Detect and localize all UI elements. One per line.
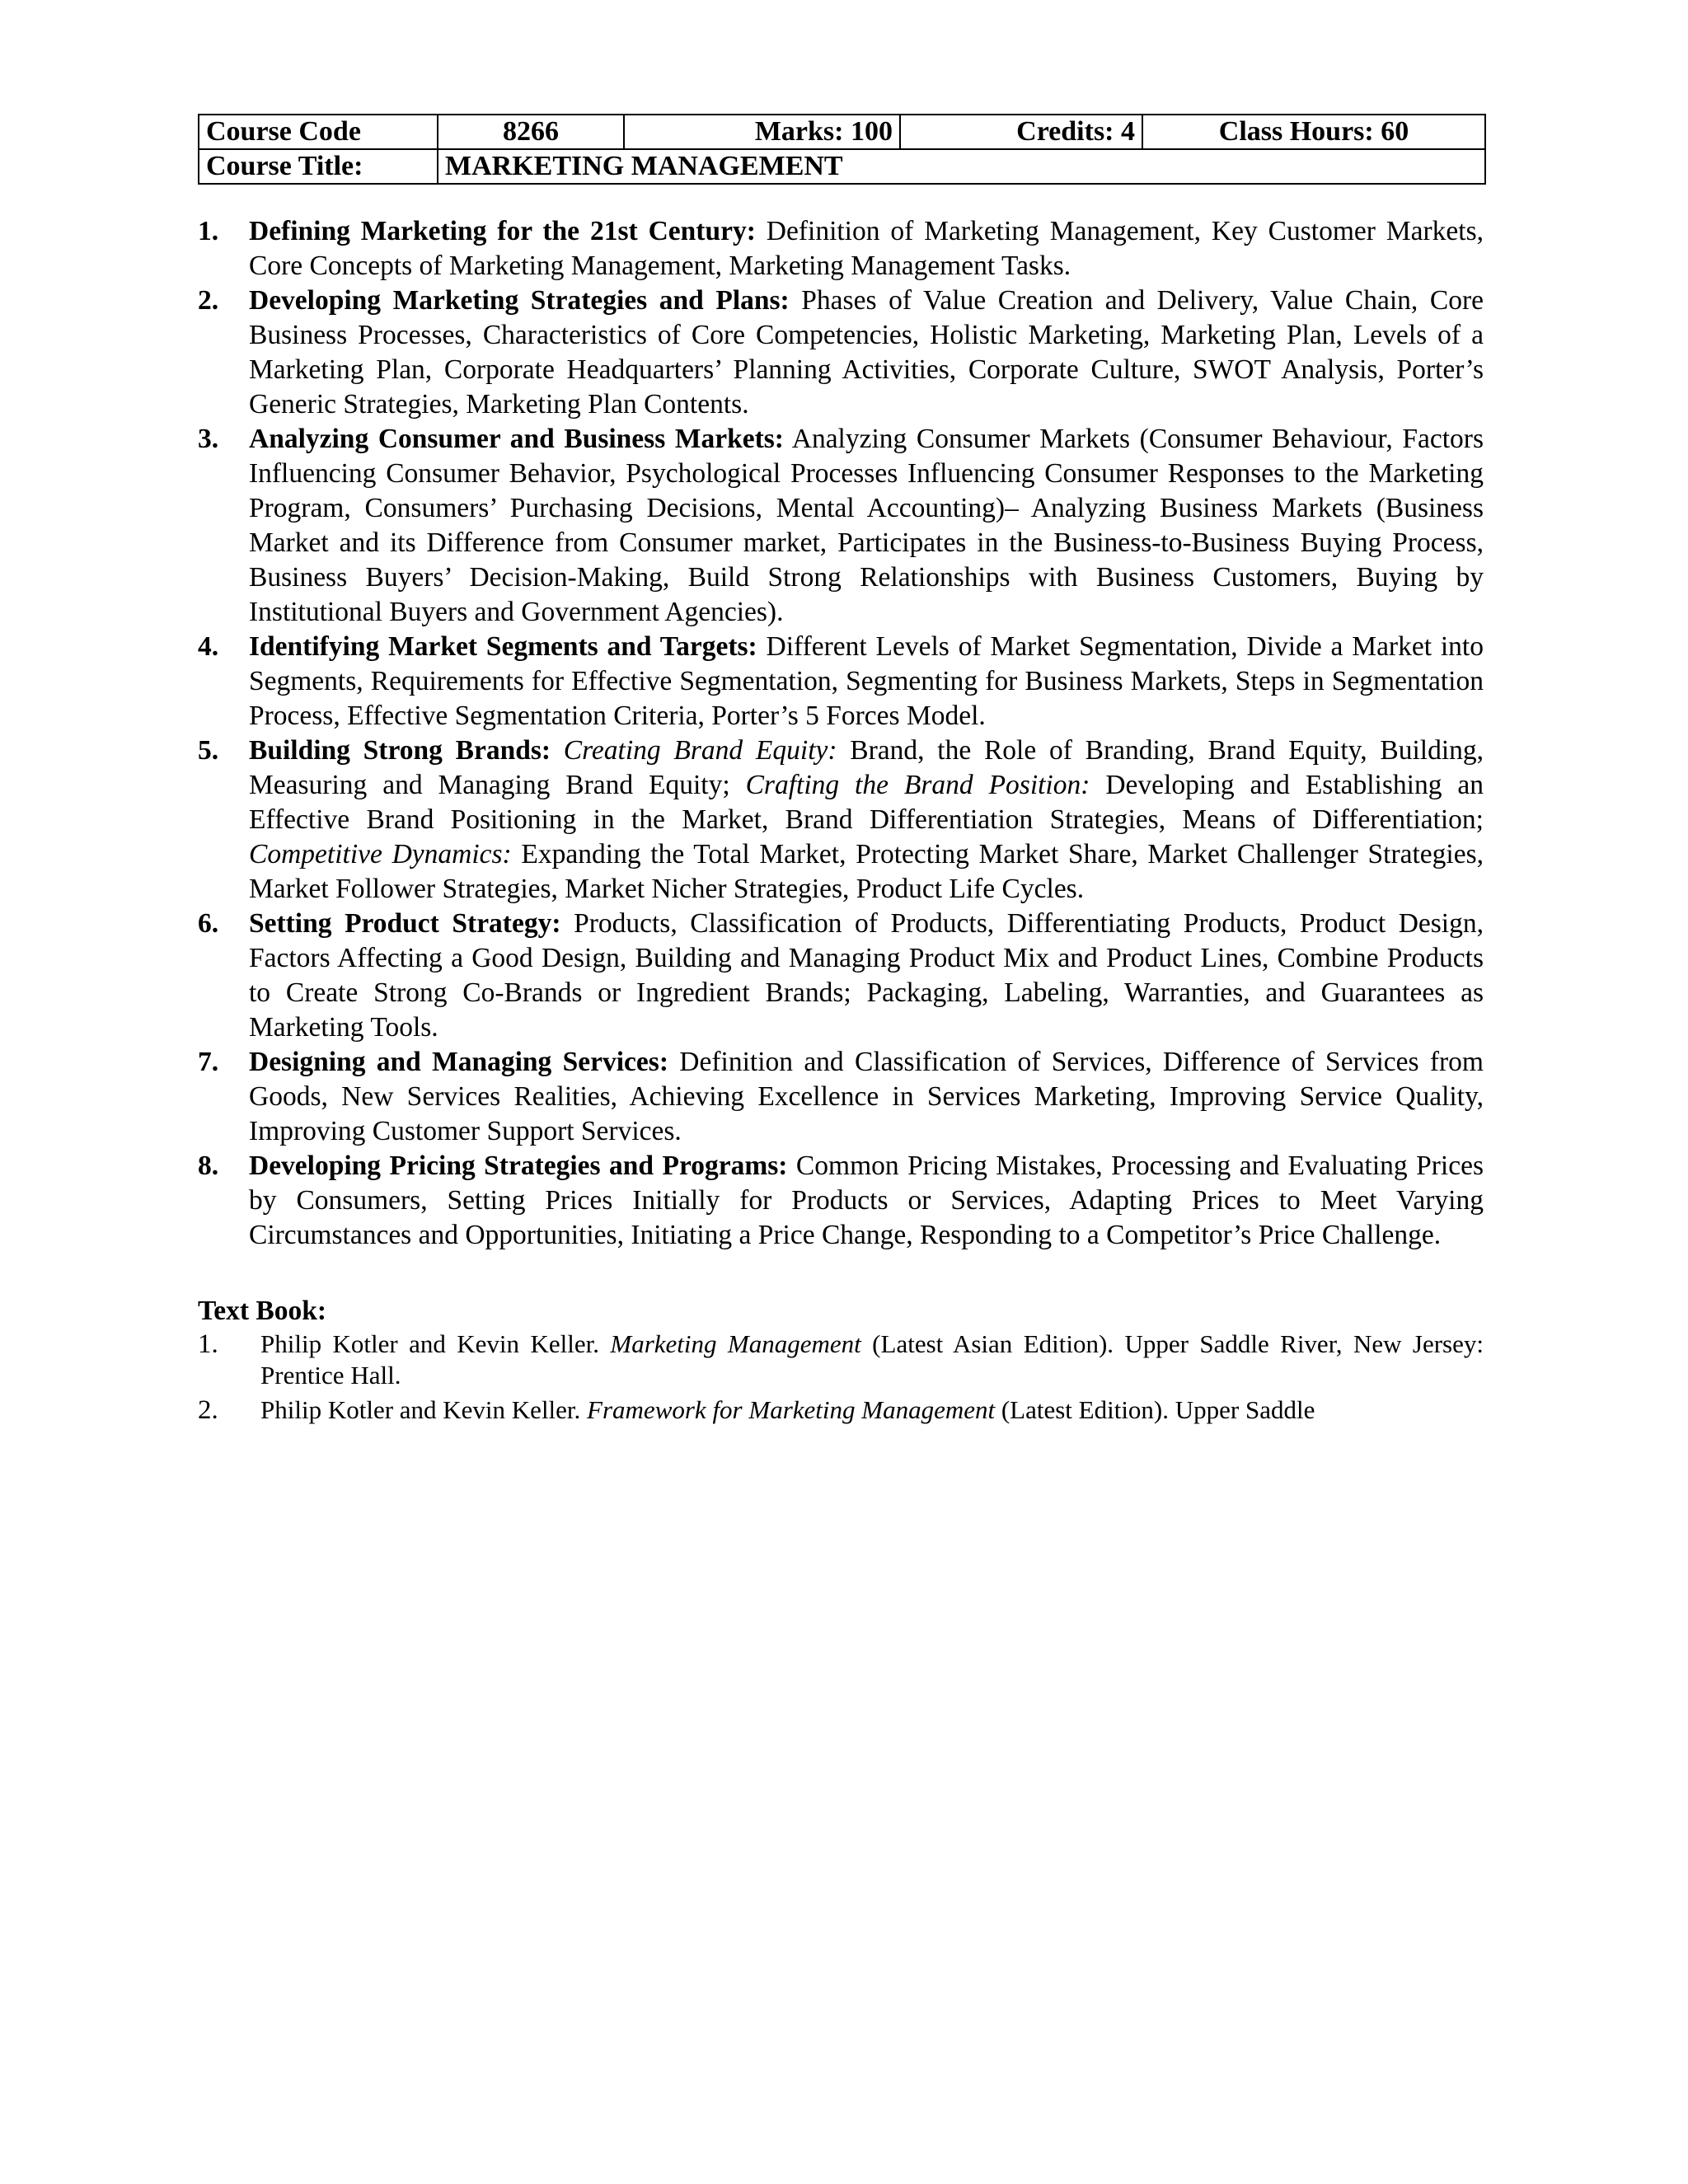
subtopic-heading: Creating Brand Equity: <box>563 735 837 766</box>
topic-heading: Defining Marketing for the 21st Century: <box>249 216 756 246</box>
topic-item <box>198 1045 1484 1149</box>
topic-text: Developing and Establishing an Effective Brand Positioning in the Market, Brand Differentiation Strategies, Means of Differentiation; <box>249 770 1484 835</box>
topic-text: Definition and Classification of Services, Difference of Services from Goods, New Services Realities, Achieving Excellence in Services Marketing, Improving Service Quality, Improving Customer Support Services. <box>249 1047 1484 1146</box>
topic-heading: Identifying Market Segments and Targets: <box>249 631 757 662</box>
subtopic-heading: Competitive Dynamics: <box>249 839 512 869</box>
subtopic-heading: Crafting the Brand Position: <box>745 770 1090 800</box>
topic-number: 4. <box>198 631 219 662</box>
topic-item <box>198 733 1484 907</box>
syllabus-page <box>198 114 1484 1429</box>
topic-text: Common Pricing Mistakes, Processing and Evaluating Prices by Consumers, Setting Prices Initially for Products or Services, Adapting Prices to Meet Varying Circumstances and Opportunities, Initiating a Price Change, Responding to a Competitor’s Price Challenge. <box>249 1151 1484 1250</box>
topic-heading: Developing Marketing Strategies and Plans: <box>249 285 790 316</box>
topic-number: 1. <box>198 216 219 246</box>
course-info-row <box>199 115 1485 149</box>
topic-item <box>198 907 1484 1045</box>
textbook-details: (Latest Asian Edition). Upper Saddle River, New Jersey: Prentice Hall. <box>260 1329 1484 1390</box>
topic-text: Different Levels of Market Segmentation, Divide a Market into Segments, Requirements for Effective Segmentation, Segmenting for Business Markets, Steps in Segmentation Process, Effective Segmentation Criteria, Porter’s 5 Forces Model. <box>249 631 1484 731</box>
topic-text: Brand, the Role of Branding, Brand Equity, Building, Measuring and Managing Brand Equity; <box>249 735 1484 800</box>
topic-heading: Building Strong Brands: <box>249 735 551 766</box>
topic-heading: Developing Pricing Strategies and Programs: <box>249 1151 788 1181</box>
topic-text: Products, Classification of Products, Differentiating Products, Product Design, Factors Affecting a Good Design, Building and Managing Product Mix and Product Lines, Combine Products to Create Strong Co-Brands or Ingredient Brands; Packaging, Labeling, Warranties, and Guarantees as Marketing Tools. <box>249 908 1484 1043</box>
textbook-authors: Philip Kotler and Kevin Keller. <box>260 1395 588 1424</box>
topic-number: 3. <box>198 424 219 454</box>
textbook-title: Framework for Marketing Management <box>587 1395 996 1424</box>
course-title-row <box>199 149 1485 184</box>
topic-item <box>198 284 1484 422</box>
textbook-item <box>198 1394 1484 1426</box>
marks-cell: Marks: 100 <box>624 115 900 149</box>
topic-item <box>198 1149 1484 1253</box>
course-code-value: 8266 <box>438 115 624 149</box>
class-hours-cell: Class Hours: 60 <box>1142 115 1485 149</box>
topic-item <box>198 630 1484 733</box>
topic-number: 5. <box>198 735 219 766</box>
textbook-title: Marketing Management <box>610 1329 861 1358</box>
topic-text: Analyzing Consumer Markets (Consumer Behaviour, Factors Influencing Consumer Behavior, Psychological Processes Influencing Consumer Responses to the Marketing Program, Consumers’ Purchasing Decisions, Mental Accounting)– Analyzing Business Markets (Business Market and its Difference from Consumer market, Participates in the Business-to-Business Buying Process, Business Buyers’ Decision-Making, Build Strong Relationships with Business Customers, Buying by Institutional Buyers and Government Agencies). <box>249 424 1484 627</box>
course-title-label: Course Title: <box>199 149 438 184</box>
topic-number: 6. <box>198 908 219 939</box>
topic-number: 8. <box>198 1151 219 1181</box>
topic-number: 7. <box>198 1047 219 1077</box>
course-info-table <box>198 114 1486 185</box>
textbook-heading: Text Book: <box>198 1296 327 1326</box>
topic-number: 2. <box>198 285 219 316</box>
textbook-item <box>198 1329 1484 1391</box>
textbook-details: (Latest Edition). Upper Saddle <box>995 1395 1315 1424</box>
textbook-list <box>198 1329 1484 1426</box>
topic-text: Phases of Value Creation and Delivery, Value Chain, Core Business Processes, Characteristics of Core Competencies, Holistic Marketing, Marketing Plan, Levels of a Marketing Plan, Corporate Headquarters’ Planning Activities, Corporate Culture, SWOT Analysis, Porter’s Generic Strategies, Marketing Plan Contents. <box>249 285 1484 419</box>
topic-item <box>198 422 1484 630</box>
textbook-number: 2. <box>198 1395 218 1425</box>
course-title-value: MARKETING MANAGEMENT <box>438 149 1485 184</box>
credits-cell: Credits: 4 <box>900 115 1142 149</box>
topic-heading: Designing and Managing Services: <box>249 1047 668 1077</box>
topic-heading: Setting Product Strategy: <box>249 908 561 939</box>
topic-item <box>198 214 1484 284</box>
textbook-authors: Philip Kotler and Kevin Keller. <box>260 1329 611 1358</box>
course-code-label: Course Code <box>199 115 438 149</box>
topics-list <box>198 214 1484 1253</box>
topic-text: Expanding the Total Market, Protecting Market Share, Market Challenger Strategies, Market Follower Strategies, Market Nicher Strategies, Product Life Cycles. <box>249 839 1484 904</box>
topic-text: Definition of Marketing Management, Key Customer Markets, Core Concepts of Marketing Management, Marketing Management Tasks. <box>249 216 1484 281</box>
textbook-number: 1. <box>198 1329 218 1359</box>
topic-heading: Analyzing Consumer and Business Markets: <box>249 424 784 454</box>
